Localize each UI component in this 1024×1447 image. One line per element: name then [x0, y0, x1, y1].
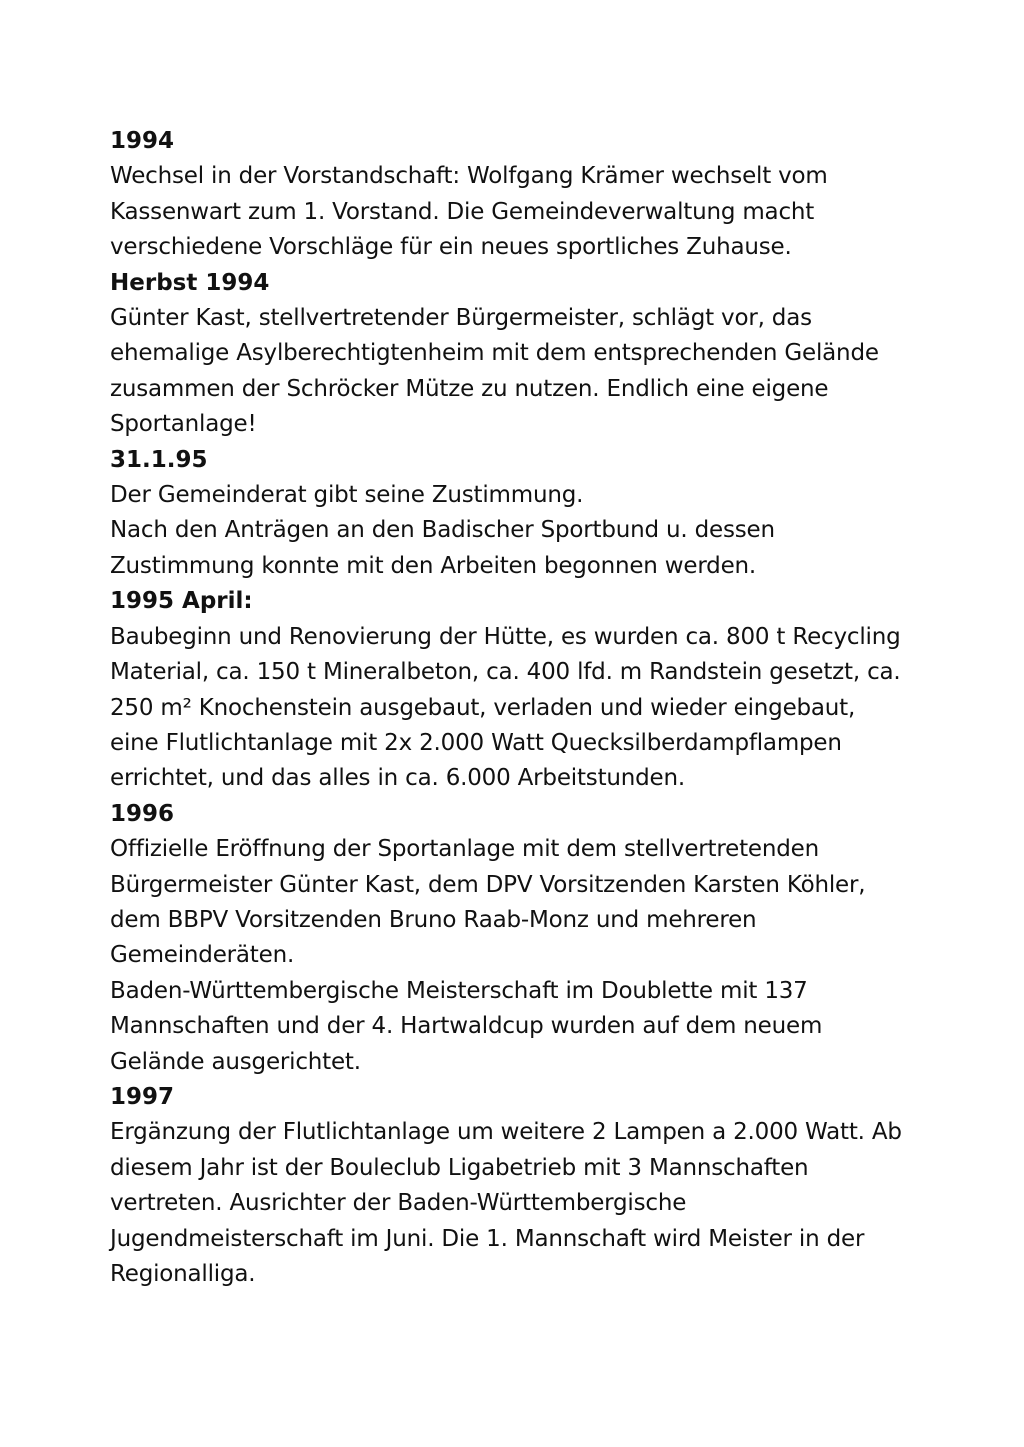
entry-heading: 1997 [110, 1083, 175, 1110]
entry-heading: Herbst 1994 [110, 269, 270, 296]
entry-herbst-1994 [110, 266, 910, 443]
entry-paragraph: Günter Kast, stellvertretender Bürgermeister, schlägt vor, das ehemalige Asylberechtigtenheim mit dem entsprechenden Gelände zusammen der Schröcker Mütze zu nutzen. Endlich eine eigene Sportanlage! [110, 305, 879, 438]
entry-paragraph: Ergänzung der Flutlichtanlage um weitere 2 Lampen a 2.000 Watt. Ab diesem Jahr ist der Bouleclub Ligabetrieb mit 3 Mannschaften vertreten. Ausrichter der Baden-Württembergische Jugendmeisterschaft im Juni. Die 1. Mannschaft wird Meister in der Regionalliga. [110, 1119, 902, 1287]
entry-heading: 1994 [110, 128, 175, 154]
entry-paragraph: Baubeginn und Renovierung der Hütte, es wurden ca. 800 t Recycling Material, ca. 150 t Mineralbeton, ca. 400 lfd. m Randstein gesetzt, ca. 250 m² Knochenstein ausgebaut, verladen und wieder eingebaut, eine Flutlichtanlage mit 2x 2.000 Watt Quecksilberdampflampen errichtet, und das alles in ca. 6.000 Arbeitstunden. [110, 623, 901, 792]
document-page [110, 124, 910, 1292]
entry-1995-april [110, 584, 910, 796]
entry-heading: 31.1.95 [110, 446, 208, 473]
entry-1997 [110, 1080, 910, 1292]
entry-heading: 1995 April: [110, 588, 253, 615]
entry-heading: 1996 [110, 800, 175, 827]
entry-31-1-95 [110, 443, 910, 585]
entry-paragraph: Wechsel in der Vorstandschaft: Wolfgang Krämer wechselt vom Kassenwart zum 1. Vorstand. Die Gemeindeverwaltung macht verschiedene Vorschläge für ein neues sportliches Zuhause. [110, 163, 828, 261]
entry-1994 [110, 124, 910, 266]
entry-paragraph: Offizielle Eröffnung der Sportanlage mit dem stellvertretenden Bürgermeister Günter Kast, dem DPV Vorsitzenden Karsten Köhler, dem BBPV Vorsitzenden Bruno Raab-Monz und mehreren Gemeinderäten. [110, 836, 866, 969]
entry-paragraph: Nach den Anträgen an den Badischer Sportbund u. dessen Zustimmung konnte mit den Arbeiten begonnen werden. [110, 517, 775, 579]
entry-paragraph: Der Gemeinderat gibt seine Zustimmung. [110, 482, 584, 509]
entry-paragraph: Baden-Württembergische Meisterschaft im Doublette mit 137 Mannschaften und der 4. Hartwaldcup wurden auf dem neuem Gelände ausgerichtet. [110, 977, 823, 1075]
entry-1996 [110, 797, 910, 1080]
